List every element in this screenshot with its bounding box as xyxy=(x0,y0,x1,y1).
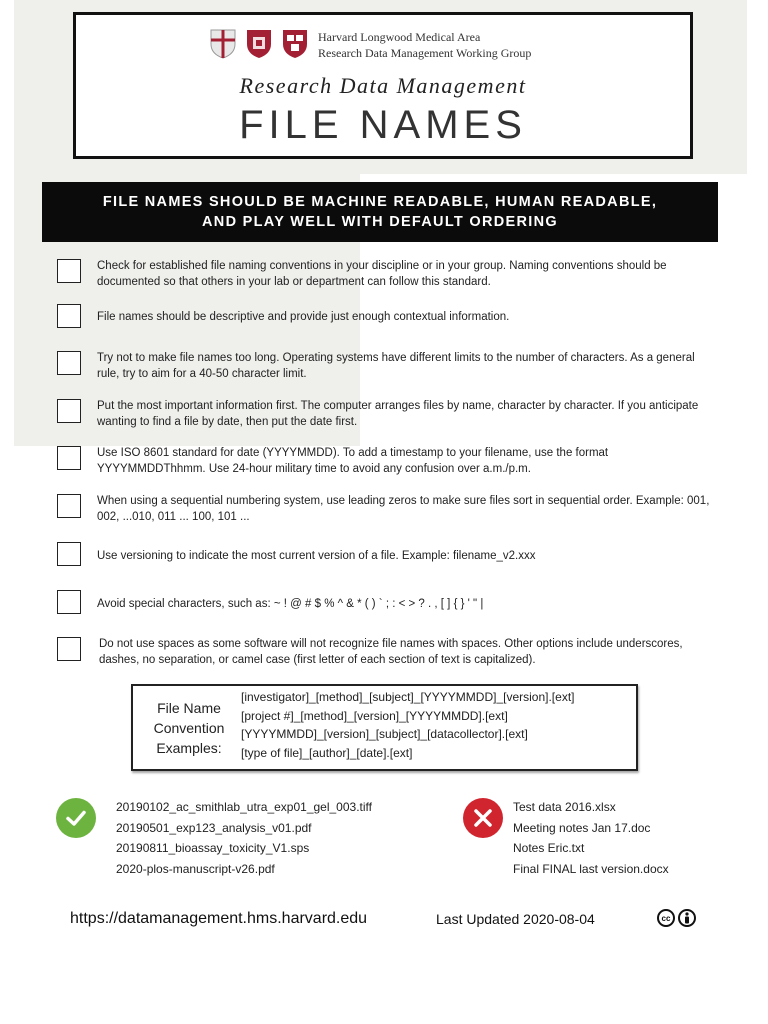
example-pattern: [investigator]_[method]_[subject]_[YYYYMMDD]_[version].[ext] xyxy=(241,690,575,704)
bad-file-name: Test data 2016.xlsx xyxy=(513,800,616,814)
cc-icon: cc xyxy=(657,909,675,927)
harvard-logos xyxy=(209,28,309,60)
checklist-text: Use versioning to indicate the most current version of a file. Example: filename_v2.xxx xyxy=(97,550,536,562)
license-badges xyxy=(657,909,696,927)
examples-label-line: File Name xyxy=(157,700,221,716)
shield-icon xyxy=(281,28,309,60)
examples-label xyxy=(139,698,239,758)
checklist-text: When using a sequential numbering system, use leading zeros to make sure files sort in sequential order. Example: 001, 002, ...010, 011 ... 100, 101 ... xyxy=(97,495,710,523)
org-line-1: Harvard Longwood Medical Area xyxy=(318,30,481,44)
banner-line-2: AND PLAY WELL WITH DEFAULT ORDERING xyxy=(202,214,558,230)
example-pattern: [YYYYMMDD]_[version]_[subject]_[datacollector].[ext] xyxy=(241,727,528,741)
checklist-text: File names should be descriptive and provide just enough contextual information. xyxy=(97,311,510,323)
x-mark-icon xyxy=(463,798,503,838)
bad-file-name: Notes Eric.txt xyxy=(513,841,585,855)
checkbox[interactable] xyxy=(57,637,81,661)
page-title: FILE NAMES xyxy=(239,103,527,147)
file-name-examples xyxy=(131,684,638,771)
checklist-text: Try not to make file names too long. Operating systems have different limits to the number of characters. As a general rule, try to aim for a 40-50 character limit. xyxy=(97,352,695,380)
checkbox[interactable] xyxy=(57,259,81,283)
checkbox[interactable] xyxy=(57,494,81,518)
checkbox[interactable] xyxy=(57,304,81,328)
checklist-text: Check for established file naming conventions in your discipline or in your group. Naming conventions should be documented so that others in your lab or department can follow this standard. xyxy=(97,260,667,288)
bad-file-name: Final FINAL last version.docx xyxy=(513,861,669,876)
checkbox[interactable] xyxy=(57,399,81,423)
bad-file-names xyxy=(513,797,669,879)
header-box xyxy=(73,12,693,159)
checklist-text: Do not use spaces as some software will not recognize file names with spaces. Other options include underscores, dashes, no separation, or camel case (first letter of each section of text is capitalized). xyxy=(99,638,683,666)
examples-list xyxy=(241,688,574,762)
good-file-name: 20190501_exp123_analysis_v01.pdf xyxy=(116,820,312,835)
guideline-banner xyxy=(42,182,718,242)
checkmark-icon xyxy=(56,798,96,838)
attribution-icon xyxy=(678,909,696,927)
checkbox[interactable] xyxy=(57,446,81,470)
good-file-name: 20190102_ac_smithlab_utra_exp01_gel_003.tiff xyxy=(116,800,372,814)
checkbox[interactable] xyxy=(57,590,81,614)
checkbox[interactable] xyxy=(57,351,81,375)
org-line-2: Research Data Management Working Group xyxy=(318,46,532,60)
checklist-text: Avoid special characters, such as: ~ ! @ # $ % ^ & * ( ) ` ; : < > ? . , [ ] { } ' " | xyxy=(97,598,484,610)
bad-file-name: Meeting notes Jan 17.doc xyxy=(513,820,651,835)
example-pattern: [type of file]_[author]_[date].[ext] xyxy=(241,745,413,760)
example-pattern: [project #]_[method]_[version]_[YYYYMMDD].[ext] xyxy=(241,708,508,723)
organization-name xyxy=(318,29,531,61)
shield-icon xyxy=(209,28,237,60)
good-file-names xyxy=(116,797,372,879)
last-updated-date: Last Updated 2020-08-04 xyxy=(436,911,595,927)
checkbox[interactable] xyxy=(57,542,81,566)
good-file-name: 2020-plos-manuscript-v26.pdf xyxy=(116,861,275,876)
good-file-name: 20190811_bioassay_toxicity_V1.sps xyxy=(116,841,310,855)
footer-url-link[interactable]: https://datamanagement.hms.harvard.edu xyxy=(70,910,368,927)
page-subtitle: Research Data Management xyxy=(239,73,527,98)
shield-icon xyxy=(245,28,273,60)
examples-label-line: Convention xyxy=(153,720,225,736)
checklist-text: Use ISO 8601 standard for date (YYYYMMDD). To add a timestamp to your filename, use the format YYYYMMDDThhmm. Use 24-hour military time to avoid any confusion over a.m./p.m. xyxy=(97,447,609,475)
examples-label-line: Examples: xyxy=(156,740,222,756)
banner-line-1: FILE NAMES SHOULD BE MACHINE READABLE, HUMAN READABLE, xyxy=(102,194,658,210)
checklist-text: Put the most important information first. The computer arranges files by name, character by character. If you anticipate wanting to find a file by date, then put the date first. xyxy=(97,400,699,428)
